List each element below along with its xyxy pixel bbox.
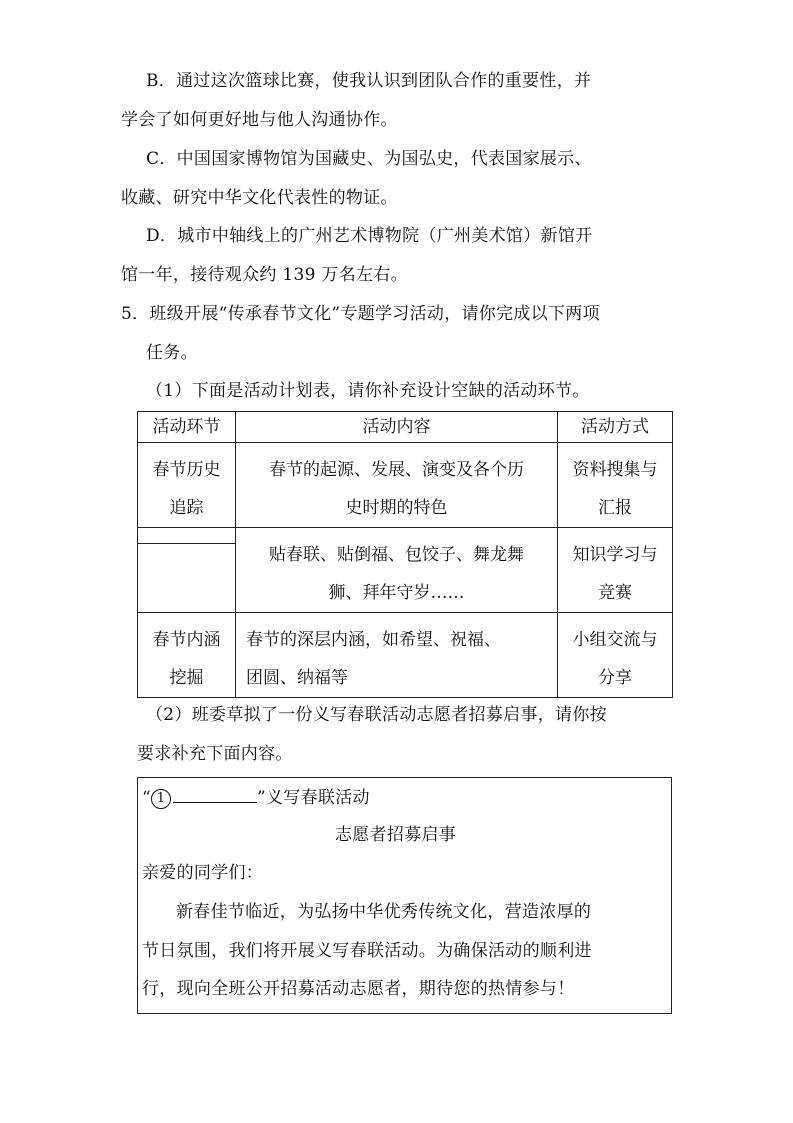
volunteer-recruitment-notice [137,777,672,1014]
method-cell [558,443,673,528]
blank-number-circle: 1 [151,789,171,809]
task-2-instruction-line2: 要求补充下面内容。 [137,744,293,764]
method-text-l2: 竞赛 [598,583,632,603]
option-d-line1: D．城市中轴线上的广州艺术博物院（广州美术馆）新馆开 [146,226,593,246]
notice-body-line3: 行，现向全班公开招募活动志愿者，期待您的热情参与！ [142,979,575,999]
content-cell [236,613,558,698]
option-d-line2: 馆一年，接待观众约 139 万名左右。 [121,265,408,285]
method-text-l1: 知识学习与 [572,545,658,565]
title-blank-field[interactable] [173,786,257,803]
question-5-line2: 任务。 [146,343,198,363]
table-header-row [138,412,673,443]
content-text-l1: 贴春联、贴倒福、包饺子、舞龙舞 [269,545,524,565]
stage-text-l2: 挖掘 [169,668,204,688]
content-cell [236,443,558,528]
task-1-instruction: （1）下面是活动计划表，请你补充设计空缺的活动环节。 [146,381,590,401]
option-b-line1: B．通过这次篮球比赛，使我认识到团队合作的重要性，并 [146,71,592,91]
content-text-l1: 春节的深层内涵，如希望、祝福、 [246,630,501,650]
method-text-l2: 分享 [598,668,632,688]
question-5-line1: 5．班级开展“传承春节文化”专题学习活动，请你完成以下两项 [121,304,600,324]
method-cell [558,613,673,698]
option-c-line1: C．中国国家博物馆为国藏史、为国弘史，代表国家展示、 [146,149,592,169]
stage-text-l2: 追踪 [169,498,204,518]
method-text-l1: 资料搜集与 [572,460,658,480]
stage-cell [138,613,236,698]
notice-title-line [142,786,370,809]
notice-body-line1: 新春佳节临近，为弘扬中华优秀传统文化，营造浓厚的 [176,902,592,922]
option-c-line2: 收藏、研究中华文化代表性的物证。 [121,188,398,208]
method-text-l2: 汇报 [598,498,632,518]
activity-plan-table [137,411,673,698]
header-stage: 活动环节 [138,412,236,443]
method-cell [558,528,673,613]
table-row [138,528,673,613]
content-text-l1: 春节的起源、发展、演变及各个历 [269,460,524,480]
content-text-l2: 团圆、纳福等 [246,668,348,688]
content-text-l2: 狮、拜年守岁…… [328,583,465,603]
notice-title-suffix: ”义写春联活动 [257,788,370,808]
stage-cell [138,443,236,528]
stage-text-l1: 春节历史 [152,460,221,480]
header-content: 活动内容 [236,412,558,443]
notice-title-prefix: “ [142,788,151,808]
notice-greeting: 亲爱的同学们： [142,863,264,883]
method-text-l1: 小组交流与 [572,630,658,650]
option-b-line2: 学会了如何更好地与他人沟通协作。 [121,110,398,130]
notice-body-line2: 节日氛围，我们将开展义写春联活动。为确保活动的顺利进 [142,941,592,961]
content-text-l2: 史时期的特色 [345,498,448,518]
table-row [138,443,673,528]
stage-text-l1: 春节内涵 [152,630,221,650]
fill-in-blank-line[interactable] [137,543,236,544]
notice-heading: 志愿者招募启事 [335,825,457,845]
content-cell [236,528,558,613]
header-method: 活动方式 [558,412,673,443]
task-2-instruction-line1: （2）班委草拟了一份义写春联活动志愿者招募启事，请你按 [146,705,607,725]
table-row [138,613,673,698]
stage-blank-cell[interactable] [138,528,236,613]
